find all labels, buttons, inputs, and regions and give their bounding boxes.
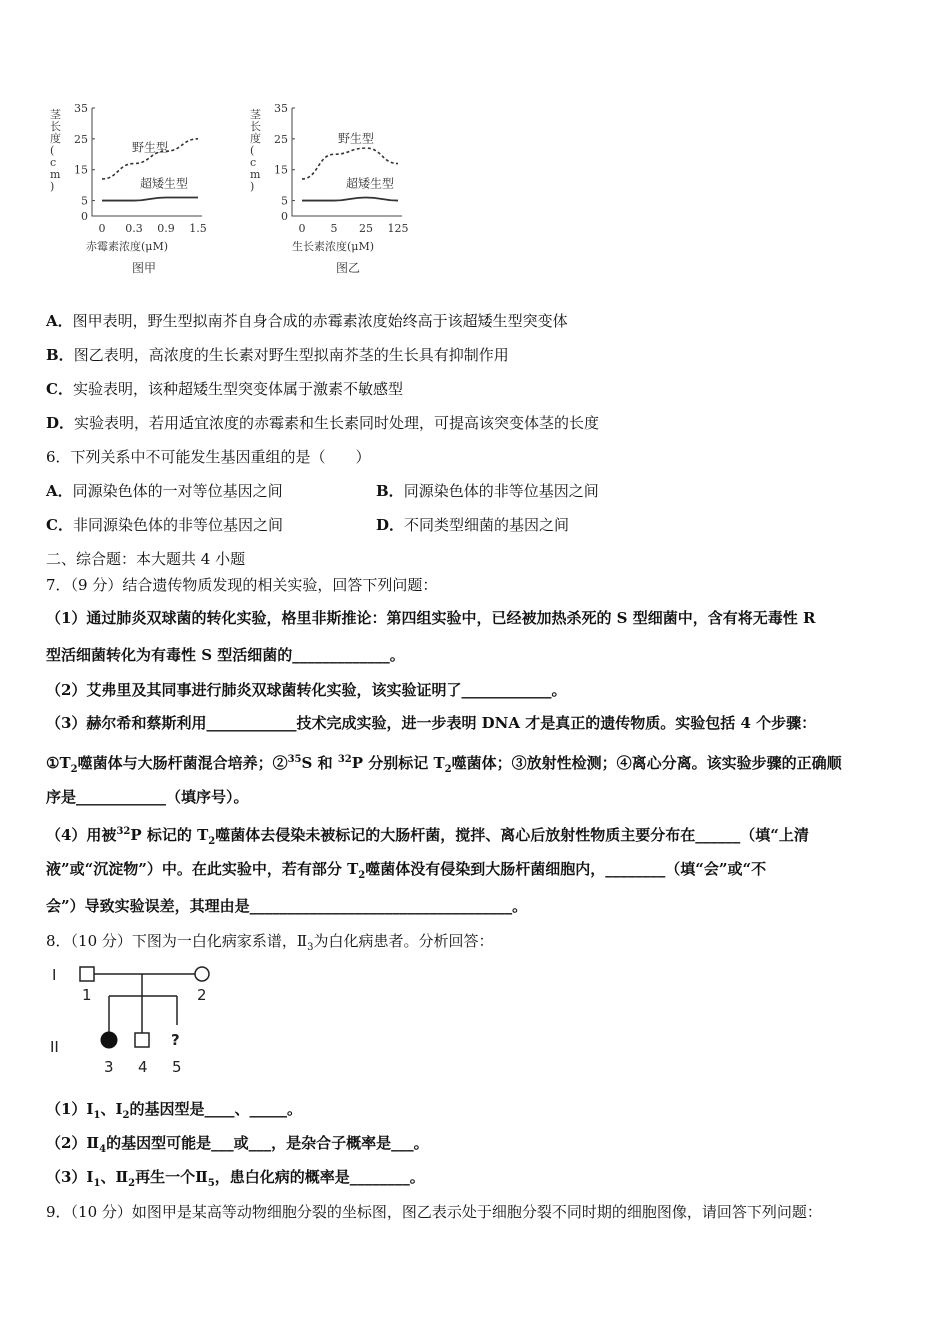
q6-option-c	[46, 515, 283, 535]
x-tick-label: 25	[359, 222, 373, 235]
option-letter: B．	[376, 482, 404, 500]
subscript: 2	[444, 764, 452, 775]
q7-part4-line2	[46, 859, 766, 886]
text-run: 的基因型可能是___或___，是杂合子概率是___。	[106, 1134, 429, 1152]
q7-part1-line2: 型活细菌转化为有毒性 S 型活细菌的_____________。	[46, 646, 405, 664]
option-text: 实验表明，该种超矮生型突变体属于激素不敏感型	[72, 380, 403, 398]
option-letter: C．	[46, 380, 73, 398]
q7-part4-line1	[46, 822, 809, 852]
q6-option-d	[376, 515, 569, 535]
xlabel-right: 生长素浓度(μM)	[292, 240, 374, 253]
q5-option-c	[46, 379, 403, 399]
q8-stem	[46, 931, 494, 958]
q9-stem: 9．（10 分）如图甲是某高等动物细胞分裂的坐标图，图乙表示处于细胞分裂不同时期的细胞图像，请回答下列问题：	[46, 1203, 822, 1221]
generation-2-label: II	[50, 1038, 59, 1056]
q7-part1-line1: （1）通过肺炎双球菌的转化实验，格里非斯推论：第四组实验中，已经被加热杀死的 S 型细菌中，含有将无毒性 R	[46, 609, 816, 627]
text-run: 噬菌体没有侵染到大肠杆菌细胞内，________（填“会”或“不	[365, 860, 767, 878]
text-run: 、Ⅱ	[100, 1168, 129, 1186]
series-line-dwarf	[302, 197, 398, 200]
y-tick-label: 25	[74, 132, 88, 146]
x-tick-label: 1.5	[189, 222, 207, 235]
subscript: 4	[99, 1144, 107, 1155]
option-text: 图乙表明，高浓度的生长素对野生型拟南芥茎的生长具有抑制作用	[73, 346, 509, 364]
xlabel-left: 赤霉素浓度(μM)	[86, 240, 168, 253]
option-letter: A．	[46, 312, 73, 330]
subscript: 2	[128, 1178, 136, 1189]
ylabel-right: 茎长度( c m )	[250, 108, 261, 193]
q7-part3-line2	[46, 750, 842, 780]
text-run: （2）Ⅱ	[46, 1134, 100, 1152]
text-run: 噬菌体与大肠杆菌混合培养；②	[77, 754, 288, 772]
q8-part2	[46, 1133, 429, 1160]
text-run: 为白化病患者。分析回答：	[313, 932, 494, 950]
y-tick-label: 15	[74, 163, 88, 177]
x-tick-label: 0	[298, 222, 306, 235]
individual-ii4-male	[135, 1033, 149, 1047]
individual-i1-male	[80, 967, 94, 981]
text-run: 8．（10 分）下图为一白化病家系谱，Ⅱ	[46, 932, 308, 950]
series-label-dwarf: 超矮生型	[346, 176, 395, 191]
superscript: 35	[287, 754, 302, 765]
q6-option-a	[46, 481, 283, 501]
series-label-wild-type: 野生型	[338, 131, 375, 146]
option-text: 同源染色体的非等位基因之间	[403, 482, 599, 500]
y-tick-label: 5	[281, 194, 288, 208]
subscript: 1	[93, 1110, 101, 1121]
y-tick-label: 0	[281, 210, 288, 223]
individual-i2-female	[195, 967, 209, 981]
pedigree-diagram	[44, 960, 224, 1080]
label-i2: 2	[197, 986, 207, 1004]
caption-left: 图甲	[132, 261, 157, 275]
text-run: 噬菌体去侵染未被标记的大肠杆菌，搅拌、离心后放射性物质主要分布在______（填“上清	[215, 826, 809, 844]
text-run: （1）Ⅰ	[46, 1100, 94, 1118]
label-ii4: 4	[138, 1058, 148, 1076]
x-tick-label: 0	[98, 222, 106, 235]
option-text: 图甲表明，野生型拟南芥自身合成的赤霉素浓度始终高于该超矮生型突变体	[72, 312, 568, 330]
subscript: 3	[307, 942, 314, 953]
series-line-wild-type	[302, 148, 398, 179]
q7-part3-line3: 序是____________（填序号）。	[46, 788, 249, 806]
x-tick-label: 0.9	[157, 222, 175, 235]
option-text: 不同类型细菌的基因之间	[404, 516, 570, 534]
subscript: 1	[93, 1178, 101, 1189]
individual-ii3-affected-female	[101, 1032, 117, 1048]
superscript: 32	[116, 826, 131, 837]
subscript: 2	[70, 764, 78, 775]
x-tick-label: 0.3	[125, 222, 143, 235]
q6-stem: 6．下列关系中不可能发生基因重组的是（ ）	[46, 448, 371, 466]
series-label-wild-type: 野生型	[132, 140, 169, 155]
subscript: 2	[208, 836, 216, 847]
figure-right	[240, 96, 420, 282]
x-tick-label: 5	[330, 222, 338, 235]
label-ii3: 3	[104, 1058, 114, 1076]
text-run: 、Ⅰ	[100, 1100, 123, 1118]
text-run: S 和	[301, 754, 333, 772]
option-letter: C．	[46, 516, 73, 534]
text-run: P 标记的 T	[130, 826, 209, 844]
q8-part3	[46, 1167, 425, 1194]
text-run: （3）Ⅰ	[46, 1168, 94, 1186]
series-line-dwarf	[102, 197, 198, 200]
subscript: 2	[358, 870, 366, 881]
q5-option-a	[46, 311, 568, 331]
q5-option-d	[46, 413, 599, 433]
subscript: 5	[207, 1178, 215, 1189]
text-run: 液”或“沉淀物”）中。在此实验中，若有部分 T	[46, 860, 359, 878]
superscript: 32	[337, 754, 352, 765]
series-label-dwarf: 超矮生型	[140, 176, 189, 191]
q7-part4-line3: 会”）导致实验误差，其理由是___________________________________。	[46, 897, 528, 915]
q8-part1	[46, 1099, 302, 1126]
text-run: 噬菌体；③放射性检测；④离心分离。该实验步骤的正确顺	[451, 754, 842, 772]
section-heading: 二、综合题：本大题共 4 小题	[46, 550, 246, 568]
text-run: P 分别标记 T	[351, 754, 445, 772]
text-run: 再生一个Ⅱ	[135, 1168, 208, 1186]
y-tick-label: 15	[274, 163, 288, 177]
option-text: 非同源染色体的非等位基因之间	[72, 516, 283, 534]
label-i1: 1	[82, 986, 92, 1004]
q6-option-b	[376, 481, 599, 501]
option-letter: A．	[46, 482, 73, 500]
option-text: 同源染色体的一对等位基因之间	[72, 482, 283, 500]
ylabel-left: 茎长度( c m )	[50, 108, 61, 193]
option-text: 实验表明，若用适宜浓度的赤霉素和生长素同时处理，可提高该突变体茎的长度	[74, 414, 600, 432]
text-run: 的基因型是____、_____。	[129, 1100, 302, 1118]
y-tick-label: 0	[81, 210, 88, 223]
subscript: 2	[122, 1110, 130, 1121]
y-tick-label: 5	[81, 194, 88, 208]
q5-option-b	[46, 345, 509, 365]
q7-part2: （2）艾弗里及其同事进行肺炎双球菌转化实验，该实验证明了____________。	[46, 681, 567, 699]
q7-stem: 7．（9 分）结合遗传物质发现的相关实验，回答下列问题：	[46, 576, 438, 594]
individual-ii5-unknown: ?	[171, 1031, 180, 1049]
y-tick-label: 35	[274, 102, 288, 115]
figure-left	[40, 96, 220, 282]
text-run: ，患白化病的概率是________。	[214, 1168, 425, 1186]
generation-1-label: I	[52, 966, 57, 984]
option-letter: D．	[46, 414, 75, 432]
x-tick-label: 125	[387, 222, 409, 235]
q7-part3-line1: （3）赫尔希和蔡斯利用____________技术完成实验，进一步表明 DNA 才是真正的遗传物质。实验包括 4 个步骤：	[46, 714, 817, 732]
option-letter: D．	[376, 516, 405, 534]
y-tick-label: 25	[274, 132, 288, 146]
y-tick-label: 35	[74, 102, 88, 115]
text-run: （4）用被	[46, 826, 117, 844]
text-run: ①T	[46, 754, 71, 772]
caption-right: 图乙	[336, 261, 361, 275]
label-ii5: 5	[172, 1058, 182, 1076]
option-letter: B．	[46, 346, 74, 364]
